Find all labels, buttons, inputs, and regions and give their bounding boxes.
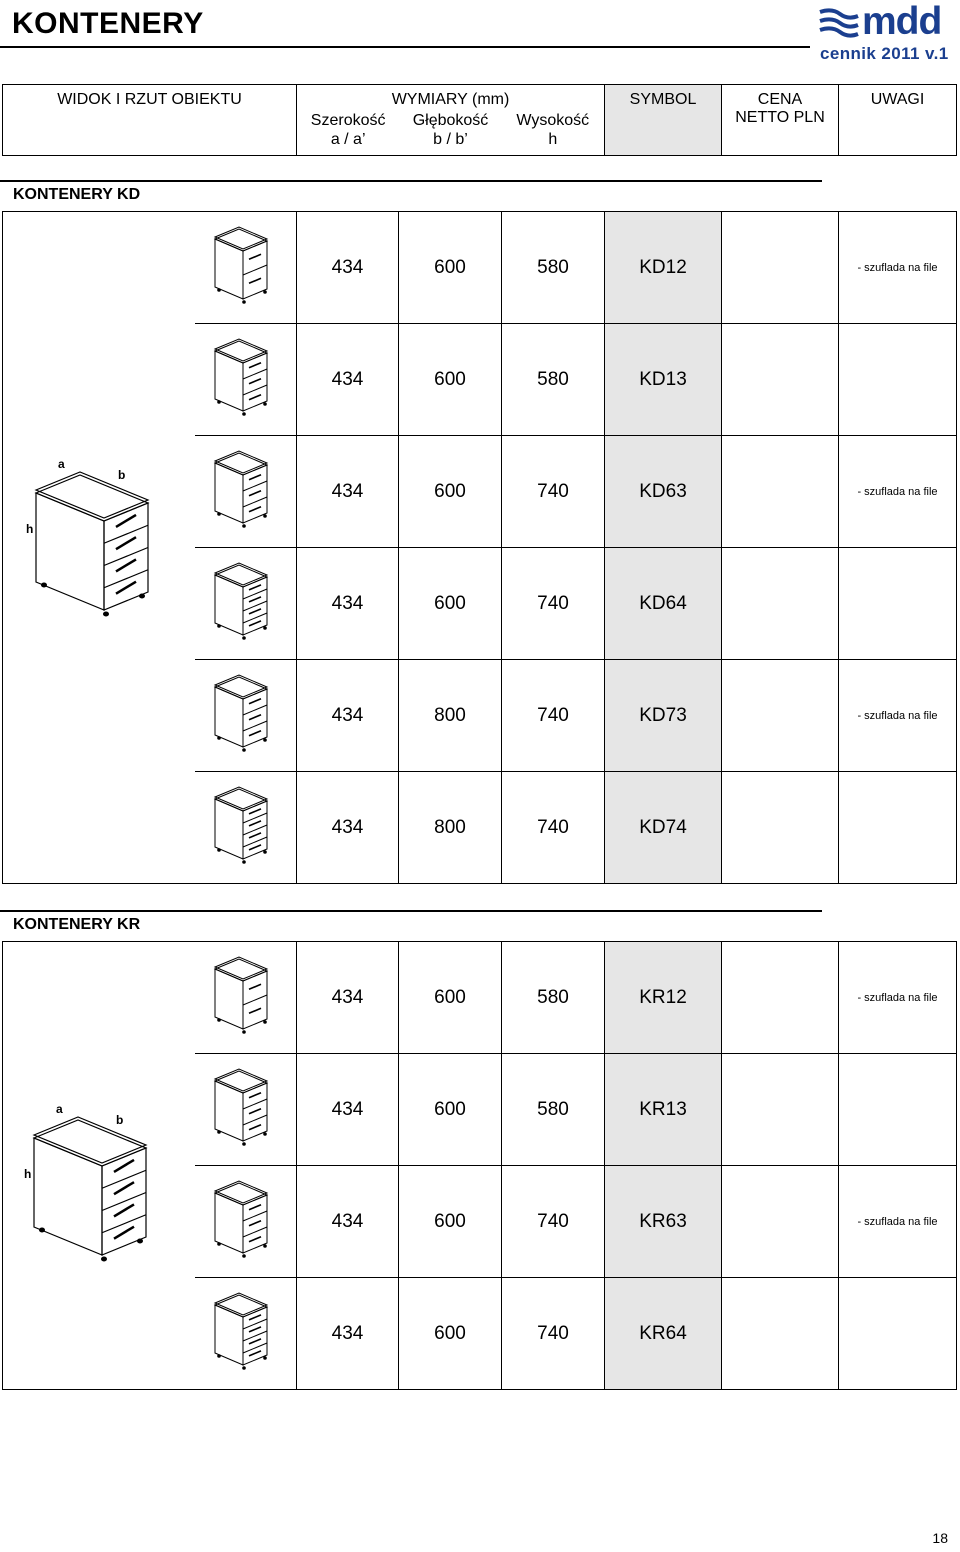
symbol-cell: [605, 1054, 722, 1166]
depth-cell-text: 600: [434, 592, 466, 614]
width-cell-text: 434: [331, 368, 364, 390]
depth-cell: [399, 1278, 502, 1390]
width-cell: [297, 212, 399, 324]
symbol-cell: [605, 772, 722, 884]
section-title-kd: KONTENERY KD: [13, 186, 141, 203]
thumbnail-cell: [195, 436, 297, 548]
thumbnail-cell: [195, 212, 297, 324]
price-cell: [722, 324, 839, 436]
price-cell: [722, 1054, 839, 1166]
section-rule-kr: [0, 910, 822, 912]
width-cell-text: 434: [331, 816, 364, 838]
width-cell-text: 434: [331, 256, 364, 278]
width-cell: [297, 436, 399, 548]
depth-cell: [399, 436, 502, 548]
symbol-cell-text: KD13: [639, 368, 687, 390]
width-cell-text: 434: [331, 592, 364, 614]
height-cell: [502, 1278, 605, 1390]
kr-dimension-drawing: [20, 1103, 160, 1268]
width-cell: [297, 324, 399, 436]
height-cell-text: 580: [537, 986, 569, 1008]
price-cell: [722, 1278, 839, 1390]
note-cell-text: - szuflada na file: [857, 709, 938, 722]
width-cell-text: 434: [331, 1322, 364, 1344]
table-row: [3, 942, 957, 1054]
symbol-cell: [605, 548, 722, 660]
thumbnail-cell: [195, 548, 297, 660]
height-cell: [502, 436, 605, 548]
width-cell-text: 434: [331, 480, 364, 502]
note-cell: [839, 1054, 957, 1166]
title-rule: [0, 46, 810, 48]
symbol-cell-text: KD73: [639, 704, 687, 726]
depth-cell: [399, 1166, 502, 1278]
height-cell-text: 740: [537, 1210, 569, 1232]
note-cell-text: - szuflada na file: [857, 261, 938, 274]
width-cell: [297, 1278, 399, 1390]
price-cell: [722, 436, 839, 548]
thumbnail-cell: [195, 1054, 297, 1166]
width-cell: [297, 1166, 399, 1278]
header-price: CENA NETTO PLN: [722, 85, 839, 156]
note-cell: [839, 1166, 957, 1278]
header-symbol: SYMBOL: [605, 85, 722, 156]
symbol-cell-text: KD12: [639, 256, 687, 278]
thumbnail-cell: [195, 772, 297, 884]
cabinet-thumbnail-icon: [209, 447, 281, 531]
height-cell-text: 580: [537, 256, 569, 278]
depth-cell: [399, 772, 502, 884]
symbol-cell-text: KR12: [639, 986, 687, 1008]
width-cell: [297, 660, 399, 772]
price-cell: [722, 548, 839, 660]
height-cell-text: 740: [537, 704, 569, 726]
depth-cell: [399, 1054, 502, 1166]
header-depth: Głębokość: [412, 112, 489, 129]
width-cell: [297, 548, 399, 660]
header-notes: UWAGI: [839, 85, 957, 156]
width-cell-text: 434: [331, 986, 364, 1008]
header-dimensions: WYMIARY (mm) Szerokość a / a’ Głębokość b / b’ Wysokość h: [297, 85, 605, 156]
table-row: [3, 212, 957, 324]
cabinet-thumbnail-icon: [209, 671, 281, 755]
section-title-kr: KONTENERY KR: [13, 916, 141, 933]
height-cell-text: 740: [537, 592, 569, 614]
figure-label-a: a: [58, 458, 65, 471]
note-cell: [839, 942, 957, 1054]
height-cell: [502, 324, 605, 436]
symbol-cell-text: KR63: [639, 1210, 687, 1232]
cabinet-thumbnail-icon: [209, 1177, 281, 1261]
width-cell-text: 434: [331, 1210, 364, 1232]
header-height: Wysokość: [516, 112, 590, 129]
depth-cell-text: 600: [434, 1210, 466, 1232]
depth-cell: [399, 324, 502, 436]
price-cell: [722, 1166, 839, 1278]
symbol-cell: [605, 436, 722, 548]
cabinet-thumbnail-icon: [209, 559, 281, 643]
depth-cell: [399, 548, 502, 660]
depth-cell-text: 600: [434, 480, 466, 502]
symbol-cell: [605, 1278, 722, 1390]
width-cell: [297, 772, 399, 884]
symbol-cell: [605, 212, 722, 324]
note-cell: [839, 212, 957, 324]
height-cell-text: 580: [537, 1098, 569, 1120]
height-cell: [502, 548, 605, 660]
price-cell: [722, 772, 839, 884]
height-cell-text: 740: [537, 1322, 569, 1344]
note-cell: [839, 1278, 957, 1390]
cabinet-thumbnail-icon: [209, 953, 281, 1037]
logo-subtitle: cennik 2011 v.1: [820, 44, 949, 63]
width-cell: [297, 1054, 399, 1166]
figure-label-a: a: [56, 1103, 63, 1116]
depth-cell-text: 800: [434, 816, 466, 838]
height-cell: [502, 212, 605, 324]
figure-label-h: h: [26, 522, 34, 536]
width-cell-text: 434: [331, 1098, 364, 1120]
cabinet-thumbnail-icon: [209, 223, 281, 307]
note-cell: [839, 436, 957, 548]
height-cell-text: 740: [537, 816, 569, 838]
thumbnail-cell: [195, 660, 297, 772]
header-width: Szerokość: [310, 112, 386, 129]
symbol-cell: [605, 1166, 722, 1278]
brand-logo: [818, 0, 954, 64]
symbol-cell: [605, 324, 722, 436]
height-cell-text: 740: [537, 480, 569, 502]
symbol-cell: [605, 942, 722, 1054]
price-cell: [722, 660, 839, 772]
header-view: WIDOK I RZUT OBIEKTU: [3, 85, 297, 156]
column-header: [2, 84, 957, 156]
depth-cell-text: 600: [434, 256, 466, 278]
section-rule-kd: [0, 180, 822, 182]
symbol-cell-text: KD74: [639, 816, 687, 838]
page-title: KONTENERY: [12, 7, 204, 40]
note-cell: [839, 324, 957, 436]
figure-label-h: h: [24, 1167, 32, 1181]
depth-cell-text: 800: [434, 704, 466, 726]
height-cell: [502, 772, 605, 884]
width-cell-text: 434: [331, 704, 364, 726]
note-cell-text: - szuflada na file: [857, 991, 938, 1004]
thumbnail-cell: [195, 1166, 297, 1278]
figure-label-b: b: [116, 1113, 124, 1127]
symbol-cell-text: KR64: [639, 1322, 687, 1344]
height-cell: [502, 942, 605, 1054]
symbol-cell: [605, 660, 722, 772]
cabinet-thumbnail-icon: [209, 1289, 281, 1373]
depth-cell-text: 600: [434, 368, 466, 390]
thumbnail-cell: [195, 324, 297, 436]
height-cell: [502, 1166, 605, 1278]
note-cell: [839, 772, 957, 884]
depth-cell: [399, 212, 502, 324]
price-cell: [722, 942, 839, 1054]
symbol-cell-text: KD64: [639, 592, 687, 614]
depth-cell-text: 600: [434, 986, 466, 1008]
note-cell-text: - szuflada na file: [857, 1215, 938, 1228]
symbol-cell-text: KR13: [639, 1098, 687, 1120]
thumbnail-cell: [195, 942, 297, 1054]
note-cell-text: - szuflada na file: [857, 485, 938, 498]
cabinet-thumbnail-icon: [209, 1065, 281, 1149]
depth-cell-text: 600: [434, 1322, 466, 1344]
depth-cell-text: 600: [434, 1098, 466, 1120]
symbol-cell-text: KD63: [639, 480, 687, 502]
height-cell-text: 580: [537, 368, 569, 390]
depth-cell: [399, 660, 502, 772]
depth-cell: [399, 942, 502, 1054]
height-cell: [502, 1054, 605, 1166]
note-cell: [839, 548, 957, 660]
cabinet-thumbnail-icon: [209, 783, 281, 867]
thumbnail-cell: [195, 1278, 297, 1390]
header-height-sub: h: [548, 131, 558, 148]
header-depth-sub: b / b’: [433, 131, 468, 148]
page-number: 18: [932, 1530, 948, 1546]
header-width-sub: a / a’: [330, 131, 366, 148]
width-cell: [297, 942, 399, 1054]
logo-mark-icon: [818, 6, 860, 44]
cabinet-thumbnail-icon: [209, 335, 281, 419]
figure-label-b: b: [118, 468, 126, 482]
height-cell: [502, 660, 605, 772]
logo-brand: mdd: [862, 0, 942, 43]
price-cell: [722, 212, 839, 324]
kd-dimension-drawing: [22, 458, 162, 628]
note-cell: [839, 660, 957, 772]
